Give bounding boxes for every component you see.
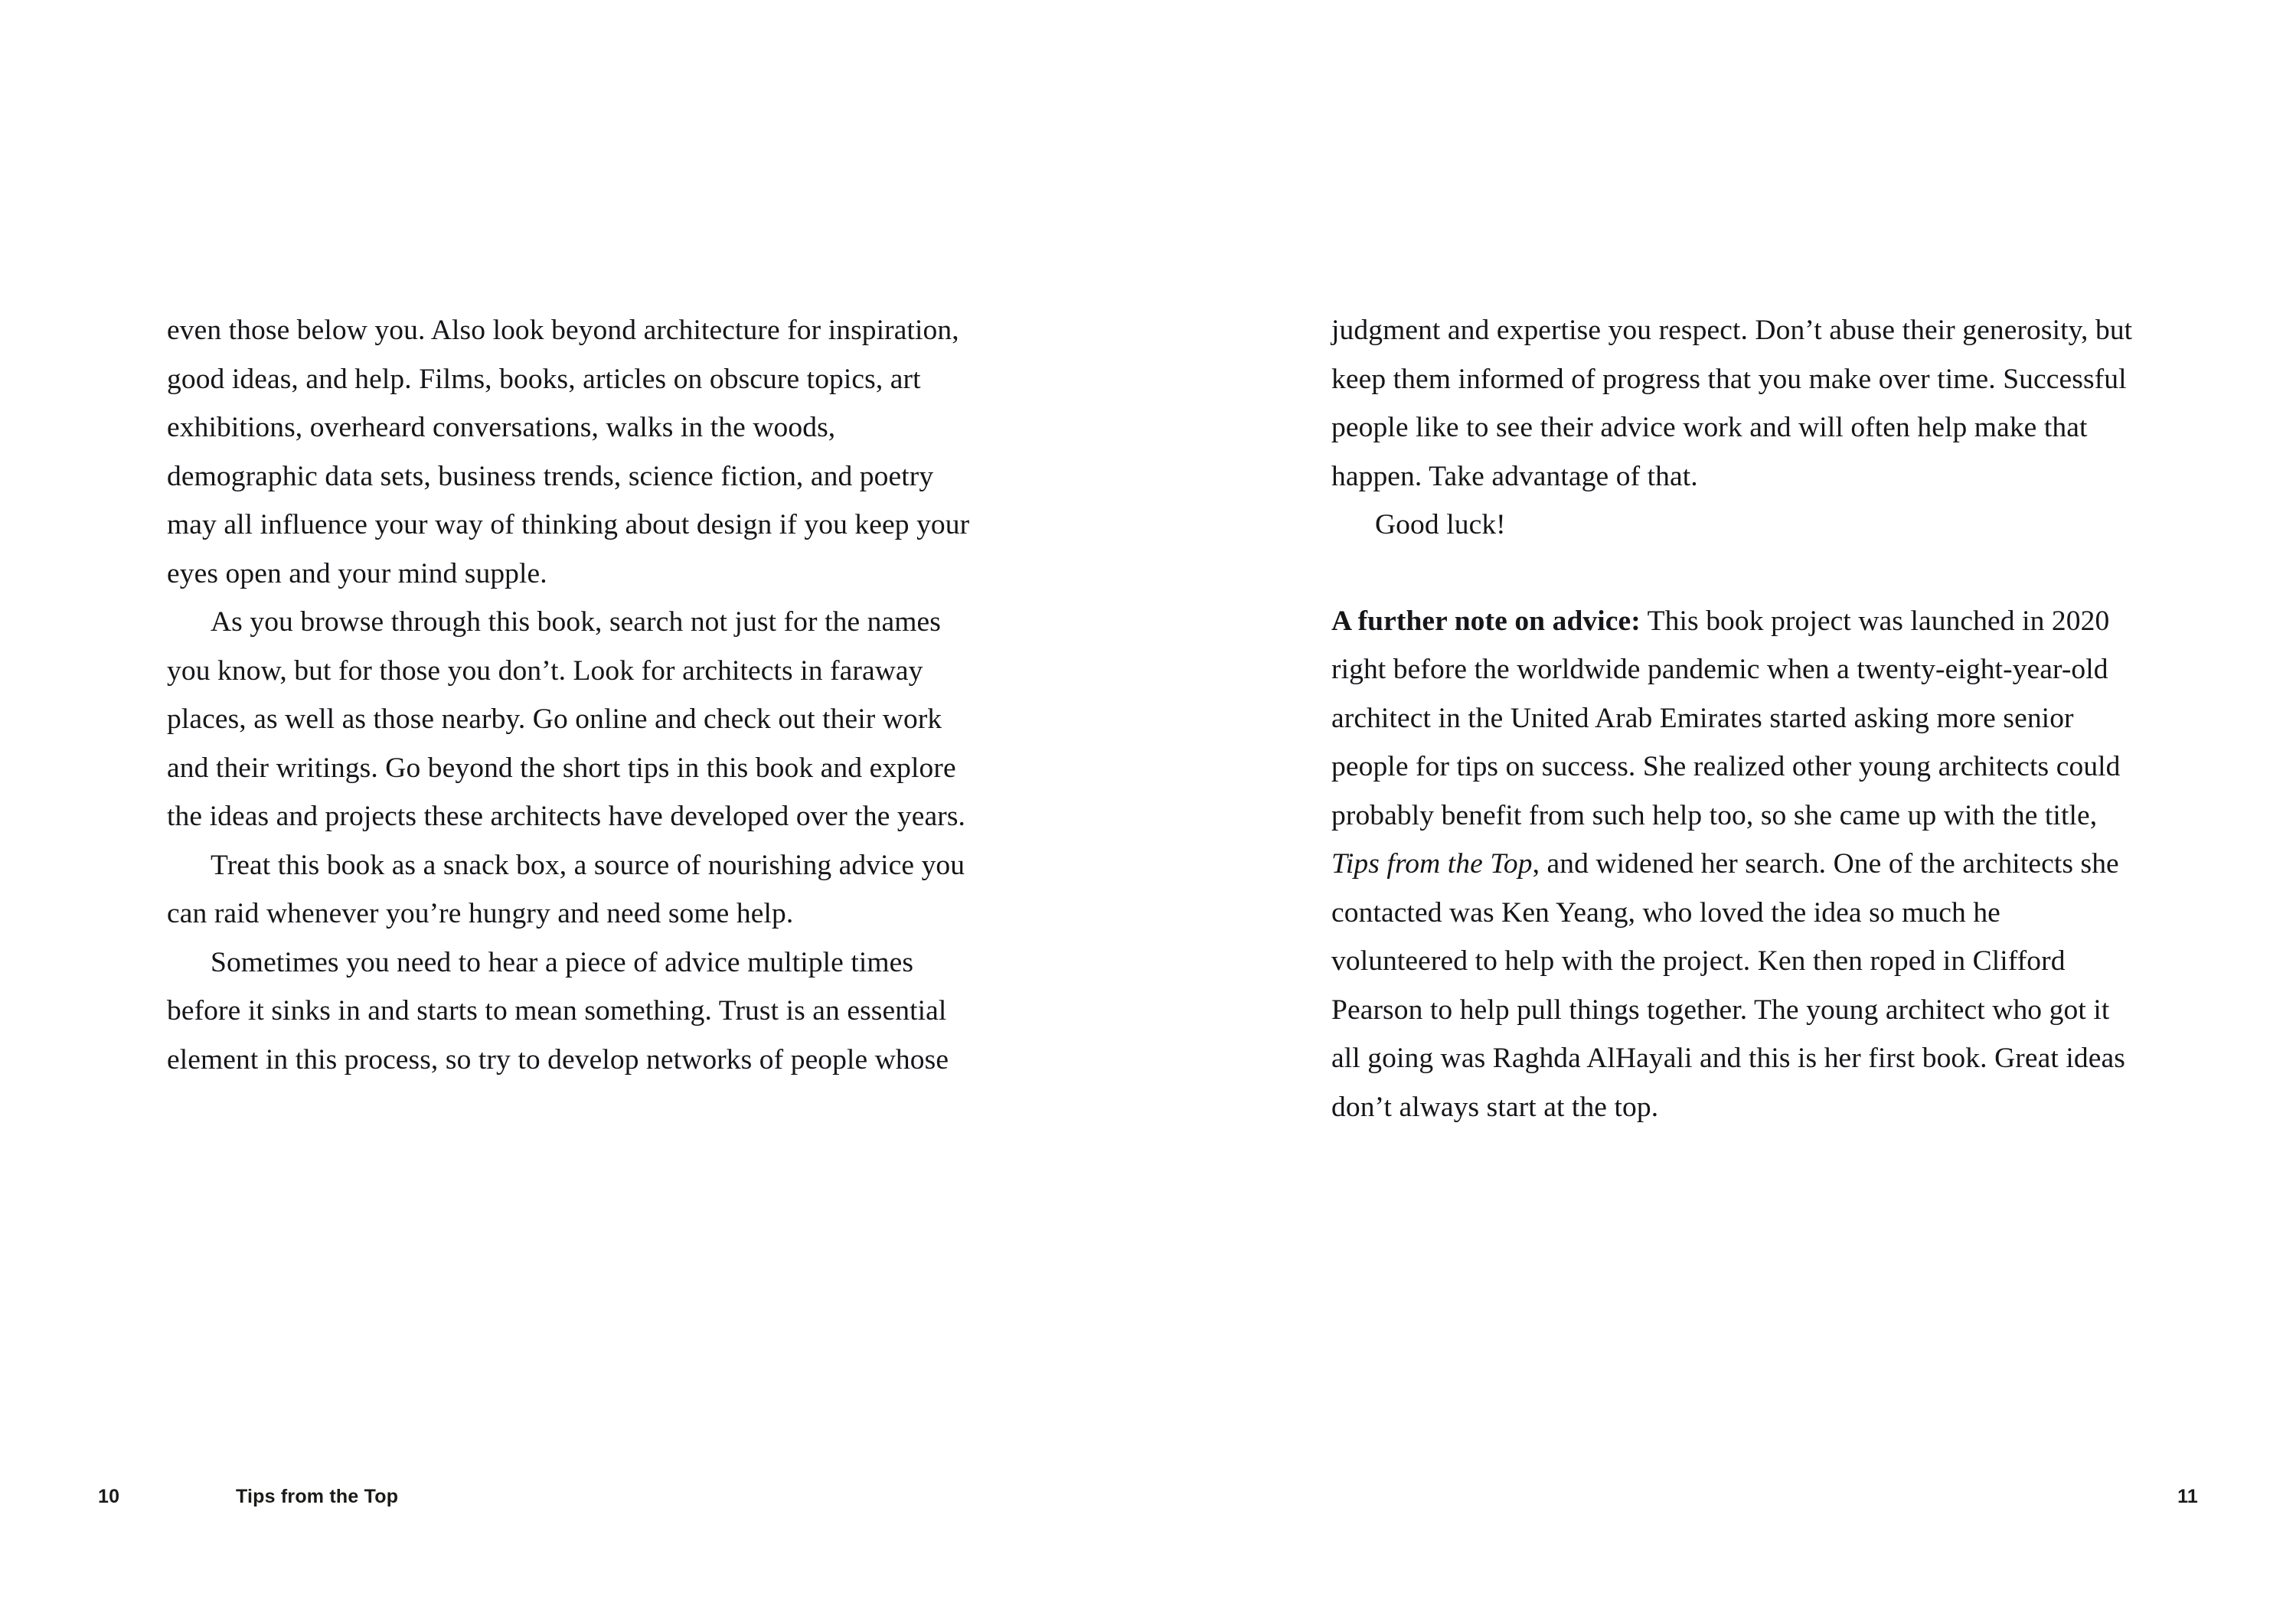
- further-note-lead-in: A further note on advice:: [1331, 605, 1641, 637]
- page-number-left: 10: [98, 1486, 120, 1507]
- right-page-textblock: [1331, 306, 2143, 1131]
- further-note-part1: This book project was launched in 2020 right before the worldwide pandemic when a twenty-eight-year-old architect in the United Arab Emirates started asking more senior people for tips on success. She realized other young architects could probably benefit from such help too, so she came up with the title,: [1331, 605, 2121, 831]
- paragraph: Sometimes you need to hear a piece of advice multiple times before it sinks in and starts to mean something. Trust is an essential element in this process, so try to develop networks of people whose: [167, 946, 949, 1076]
- paragraph: Treat this book as a snack box, a source of nourishing advice you can raid whenever you’re hungry and need some help.: [167, 849, 965, 929]
- paragraph: Good luck!: [1375, 509, 1506, 540]
- page-number-right: 11: [2177, 1486, 2198, 1507]
- paragraph: As you browse through this book, search not just for the names you know, but for those you don’t. Look for architects in faraway places, as well as those nearby. Go online and check out their work and their writings. Go beyond the short tips in this book and explore the ideas and projects these architects have developed over the years.: [167, 606, 966, 832]
- left-page-textblock: [167, 306, 975, 1084]
- running-head: Tips from the Top: [236, 1486, 399, 1507]
- further-note-part2: , and widened her search. One of the architects she contacted was Ken Yeang, who loved the idea so much he volunteered to help with the project. Ken then roped in Clifford Pearson to help pull things together. The young architect who got it all going was Raghda AlHayali and this is her first book. Great ideas don’t always start at the top.: [1331, 848, 2125, 1123]
- book-title-italic: Tips from the Top: [1331, 848, 1533, 880]
- paragraph: judgment and expertise you respect. Don’t abuse their generosity, but keep them informed of progress that you make over time. Successful people like to see their advice work and will often help make that happen. Take advantage of that.: [1331, 315, 2133, 492]
- further-note-paragraph: [1331, 597, 2143, 1132]
- page-right: [1148, 0, 2296, 1606]
- paragraph: even those below you. Also look beyond architecture for inspiration, good ideas, and help. Films, books, articles on obscure topics, art exhibitions, overheard conversations, walks in the woods, demographic data sets, business trends, science fiction, and poetry may all influence your way of thinking about design if you keep your eyes open and your mind supple.: [167, 315, 970, 589]
